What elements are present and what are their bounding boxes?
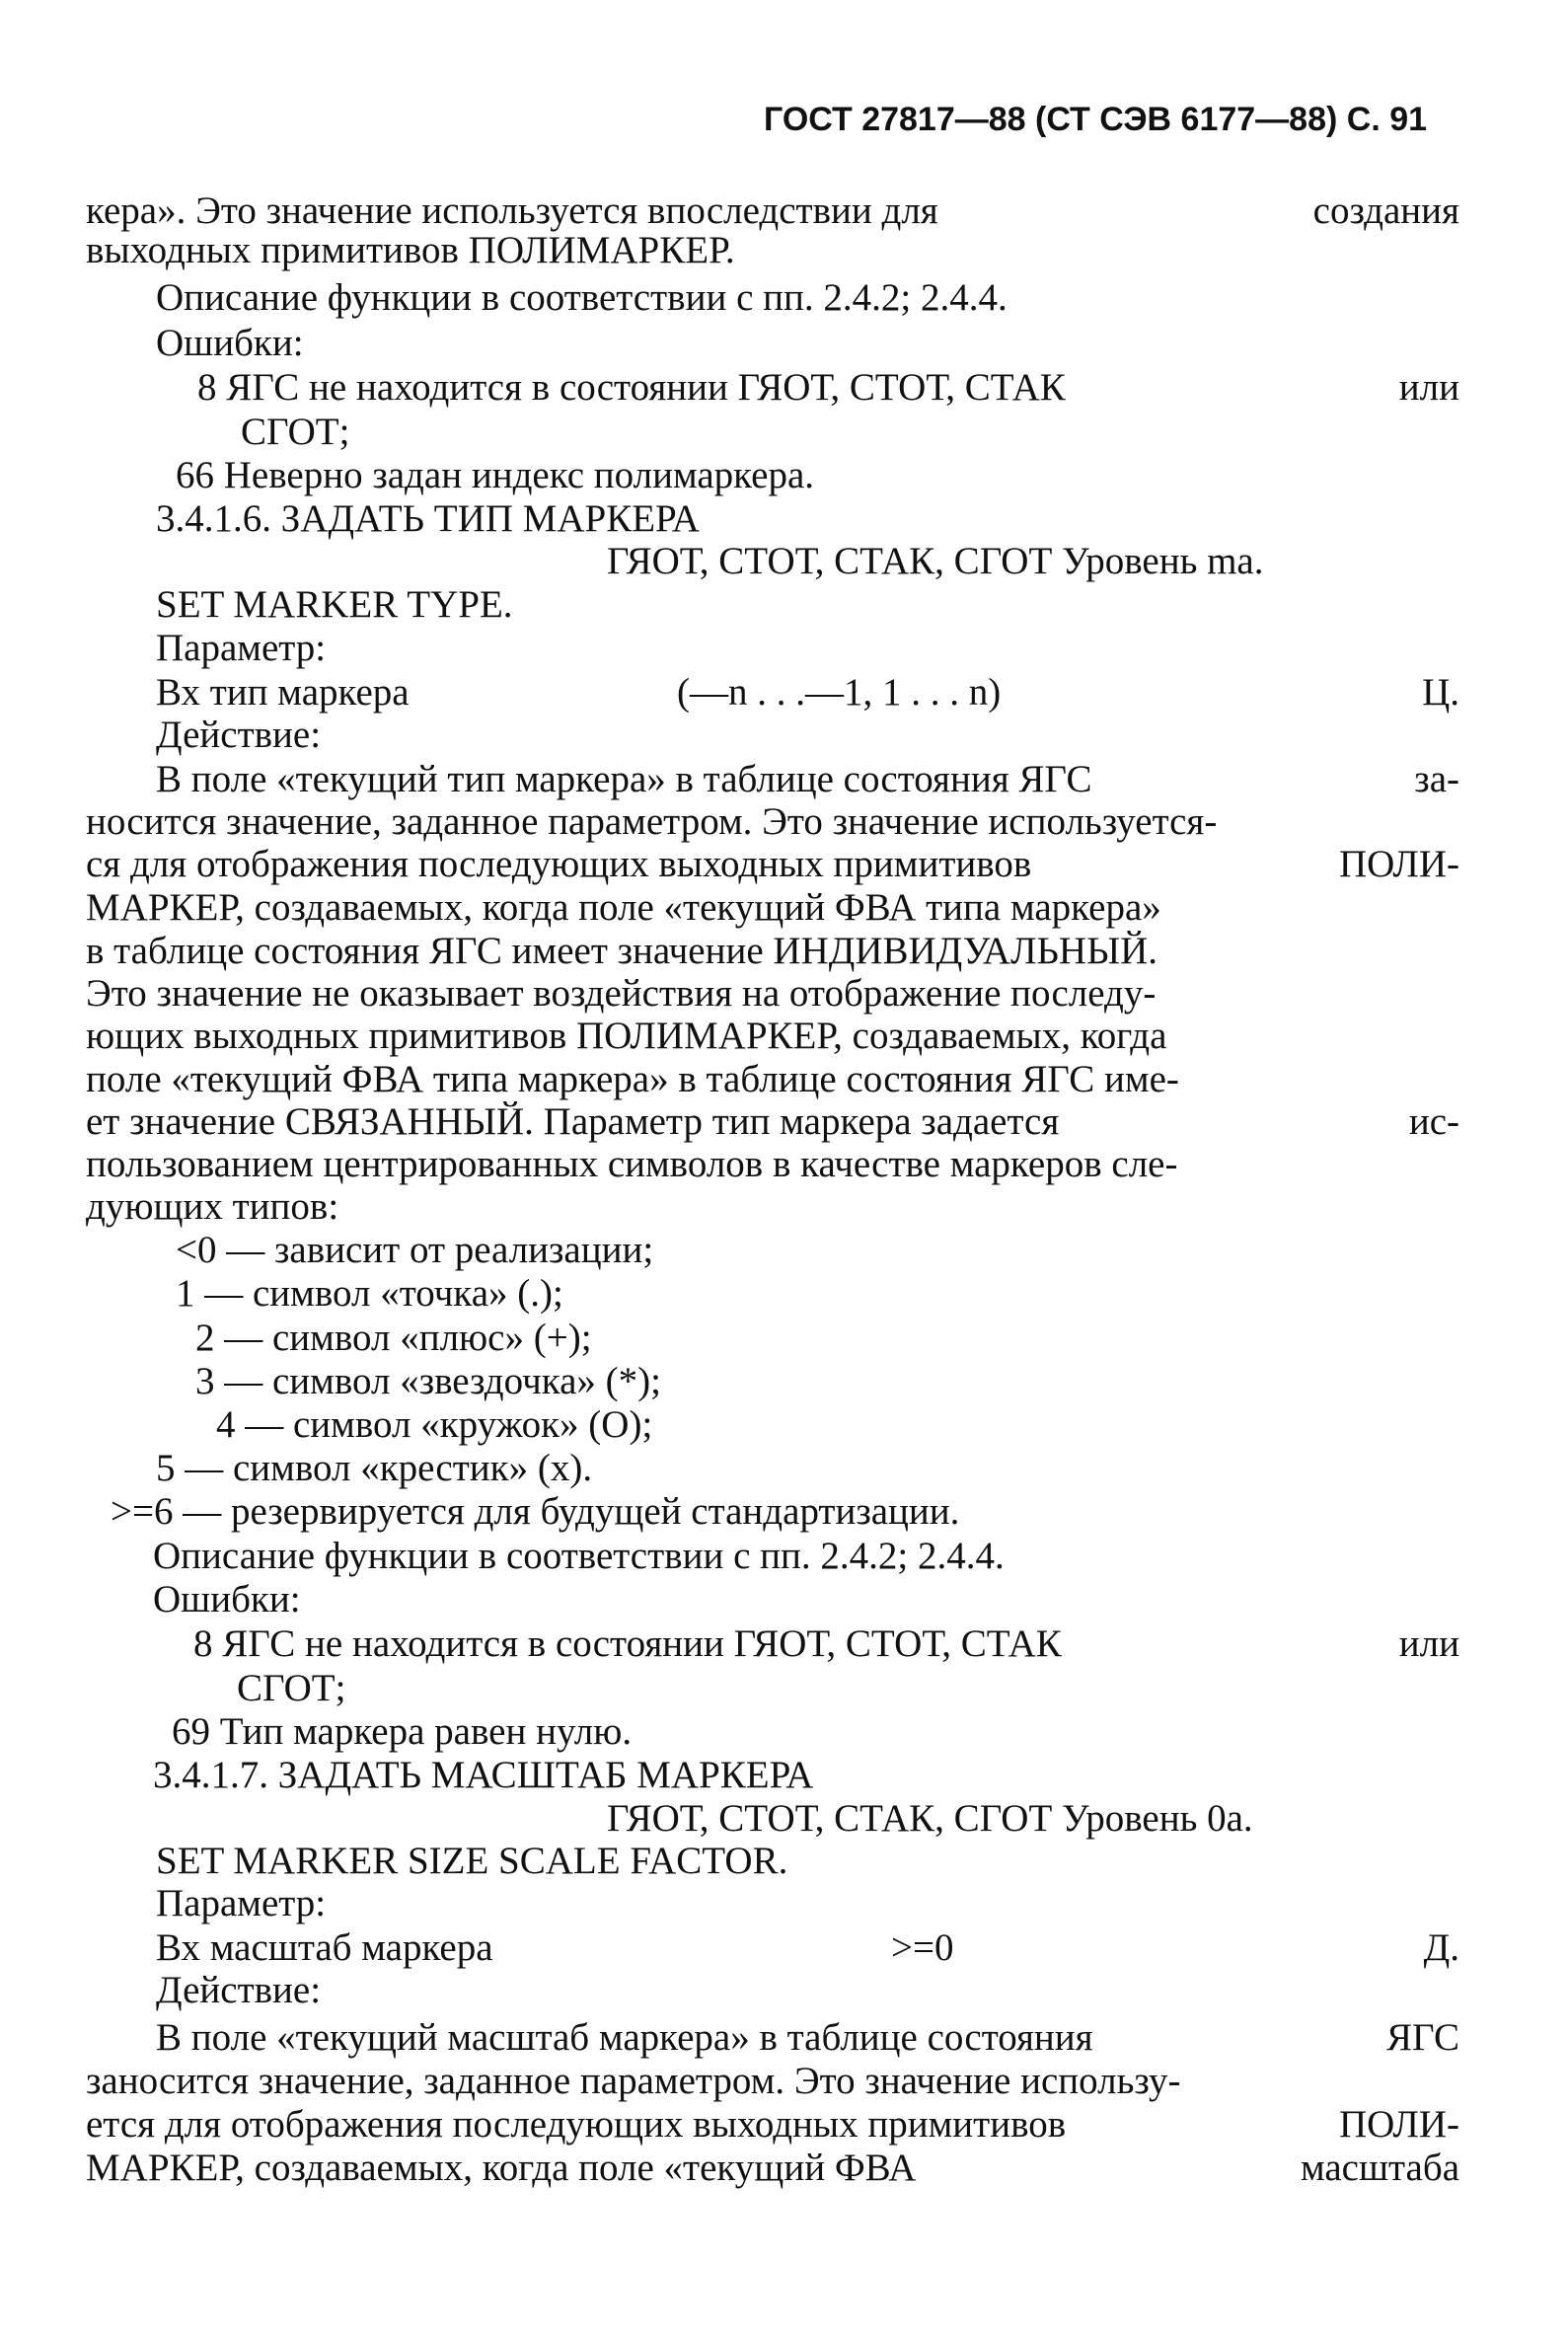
heading-errors: Ошибки: [153,1578,301,1620]
text-line: Описание функции в соответствии с пп. 2.4.2; 2.4.4. [153,1535,1005,1577]
text-line: в таблице состояния ЯГС имеет значение ИНДИВИДУАЛЬНЫЙ. [86,930,1158,972]
error-item: 66 Неверно задан индекс полимаркера. [176,454,815,496]
text-line: Описание функции в соответствии с пп. 2.4.2; 2.4.4. [156,276,1008,319]
text-line: выходных примитивов ПОЛИМАРКЕР. [86,229,735,271]
text-line: МАРКЕР, создаваемых, когда поле «текущий ФВА масштаба [86,2147,1459,2189]
marker-type-item: 4 — символ «кружок» (O); [216,1403,653,1446]
section-heading: 3.4.1.7. ЗАДАТЬ МАСШТАБ МАРКЕРА [153,1754,814,1796]
text-line: СГОТ; [237,1667,346,1709]
text-line: пользованием центрированных символов в качестве маркеров сле- [86,1143,1178,1185]
marker-type-item: 5 — символ «крестик» (x). [156,1447,593,1489]
states-level: ГЯОТ, СТОТ, СТАК, СГОТ Уровень 0a. [607,1797,1253,1840]
error-item: 8 ЯГС не находится в состоянии ГЯОТ, СТОТ, СТАК или [193,1622,1459,1665]
marker-type-item: 3 — символ «звездочка» (*); [195,1360,661,1402]
text-line: поле «текущий ФВА типа маркера» в таблице состояния ЯГС име- [86,1058,1179,1100]
parameter-row: Вх тип маркера (—n . . .—1, 1 . . . n) Ц. [156,671,1459,714]
text-line: дующих типов: [86,1185,339,1228]
error-item: 69 Тип маркера равен нулю. [172,1710,633,1753]
text-line: носится значение, заданное параметром. Это значение используется- [86,800,1218,843]
marker-type-item: 2 — символ «плюс» (+); [195,1317,592,1359]
text-line: ется для отображения последующих выходных примитивов ПОЛИ- [86,2103,1459,2146]
text-line: МАРКЕР, создаваемых, когда поле «текущий ФВА типа маркера» [86,886,1161,929]
page-header: ГОСТ 27817—88 (СТ СЭВ 6177—88) С. 91 [764,101,1428,138]
marker-type-item: 1 — символ «точка» (.); [176,1272,563,1315]
section-heading: 3.4.1.6. ЗАДАТЬ ТИП МАРКЕРА [156,497,700,540]
text-line: кера». Это значение используется впоследствии для создания [86,189,1459,232]
function-name: SET MARKER TYPE. [156,583,513,626]
error-item: 8 ЯГС не находится в состоянии ГЯОТ, СТОТ, СТАК или [197,366,1459,409]
heading-action: Действие: [156,1969,322,2011]
heading-parameter: Параметр: [156,627,327,669]
heading-errors: Ошибки: [156,322,304,364]
text-line: В поле «текущий тип маркера» в таблице состояния ЯГС за- [156,758,1459,800]
text-line: заносится значение, заданное параметром. Это значение использу- [86,2060,1181,2102]
marker-type-item: <0 — зависит от реализации; [176,1229,654,1271]
heading-action: Действие: [156,714,322,756]
text-line: ет значение СВЯЗАННЫЙ. Параметр тип маркера задается ис- [86,1100,1459,1143]
marker-type-item: >=6 — резервируется для будущей стандартизации. [111,1490,960,1533]
parameter-row: Вх масштаб маркера >=0 Д. [156,1926,1459,1969]
function-name: SET MARKER SIZE SCALE FACTOR. [156,1840,788,1882]
text-line: ющих выходных примитивов ПОЛИМАРКЕР, создаваемых, когда [86,1015,1167,1057]
states-level: ГЯОТ, СТОТ, СТАК, СГОТ Уровень ma. [607,540,1264,582]
text-line: ся для отображения последующих выходных примитивов ПОЛИ- [86,843,1459,885]
heading-parameter: Параметр: [156,1882,327,1924]
text-line: СГОТ; [241,411,350,453]
text-line: Это значение не оказывает воздействия на отображение последу- [86,972,1157,1015]
text-line: В поле «текущий масштаб маркера» в таблице состояния ЯГС [156,2016,1459,2059]
